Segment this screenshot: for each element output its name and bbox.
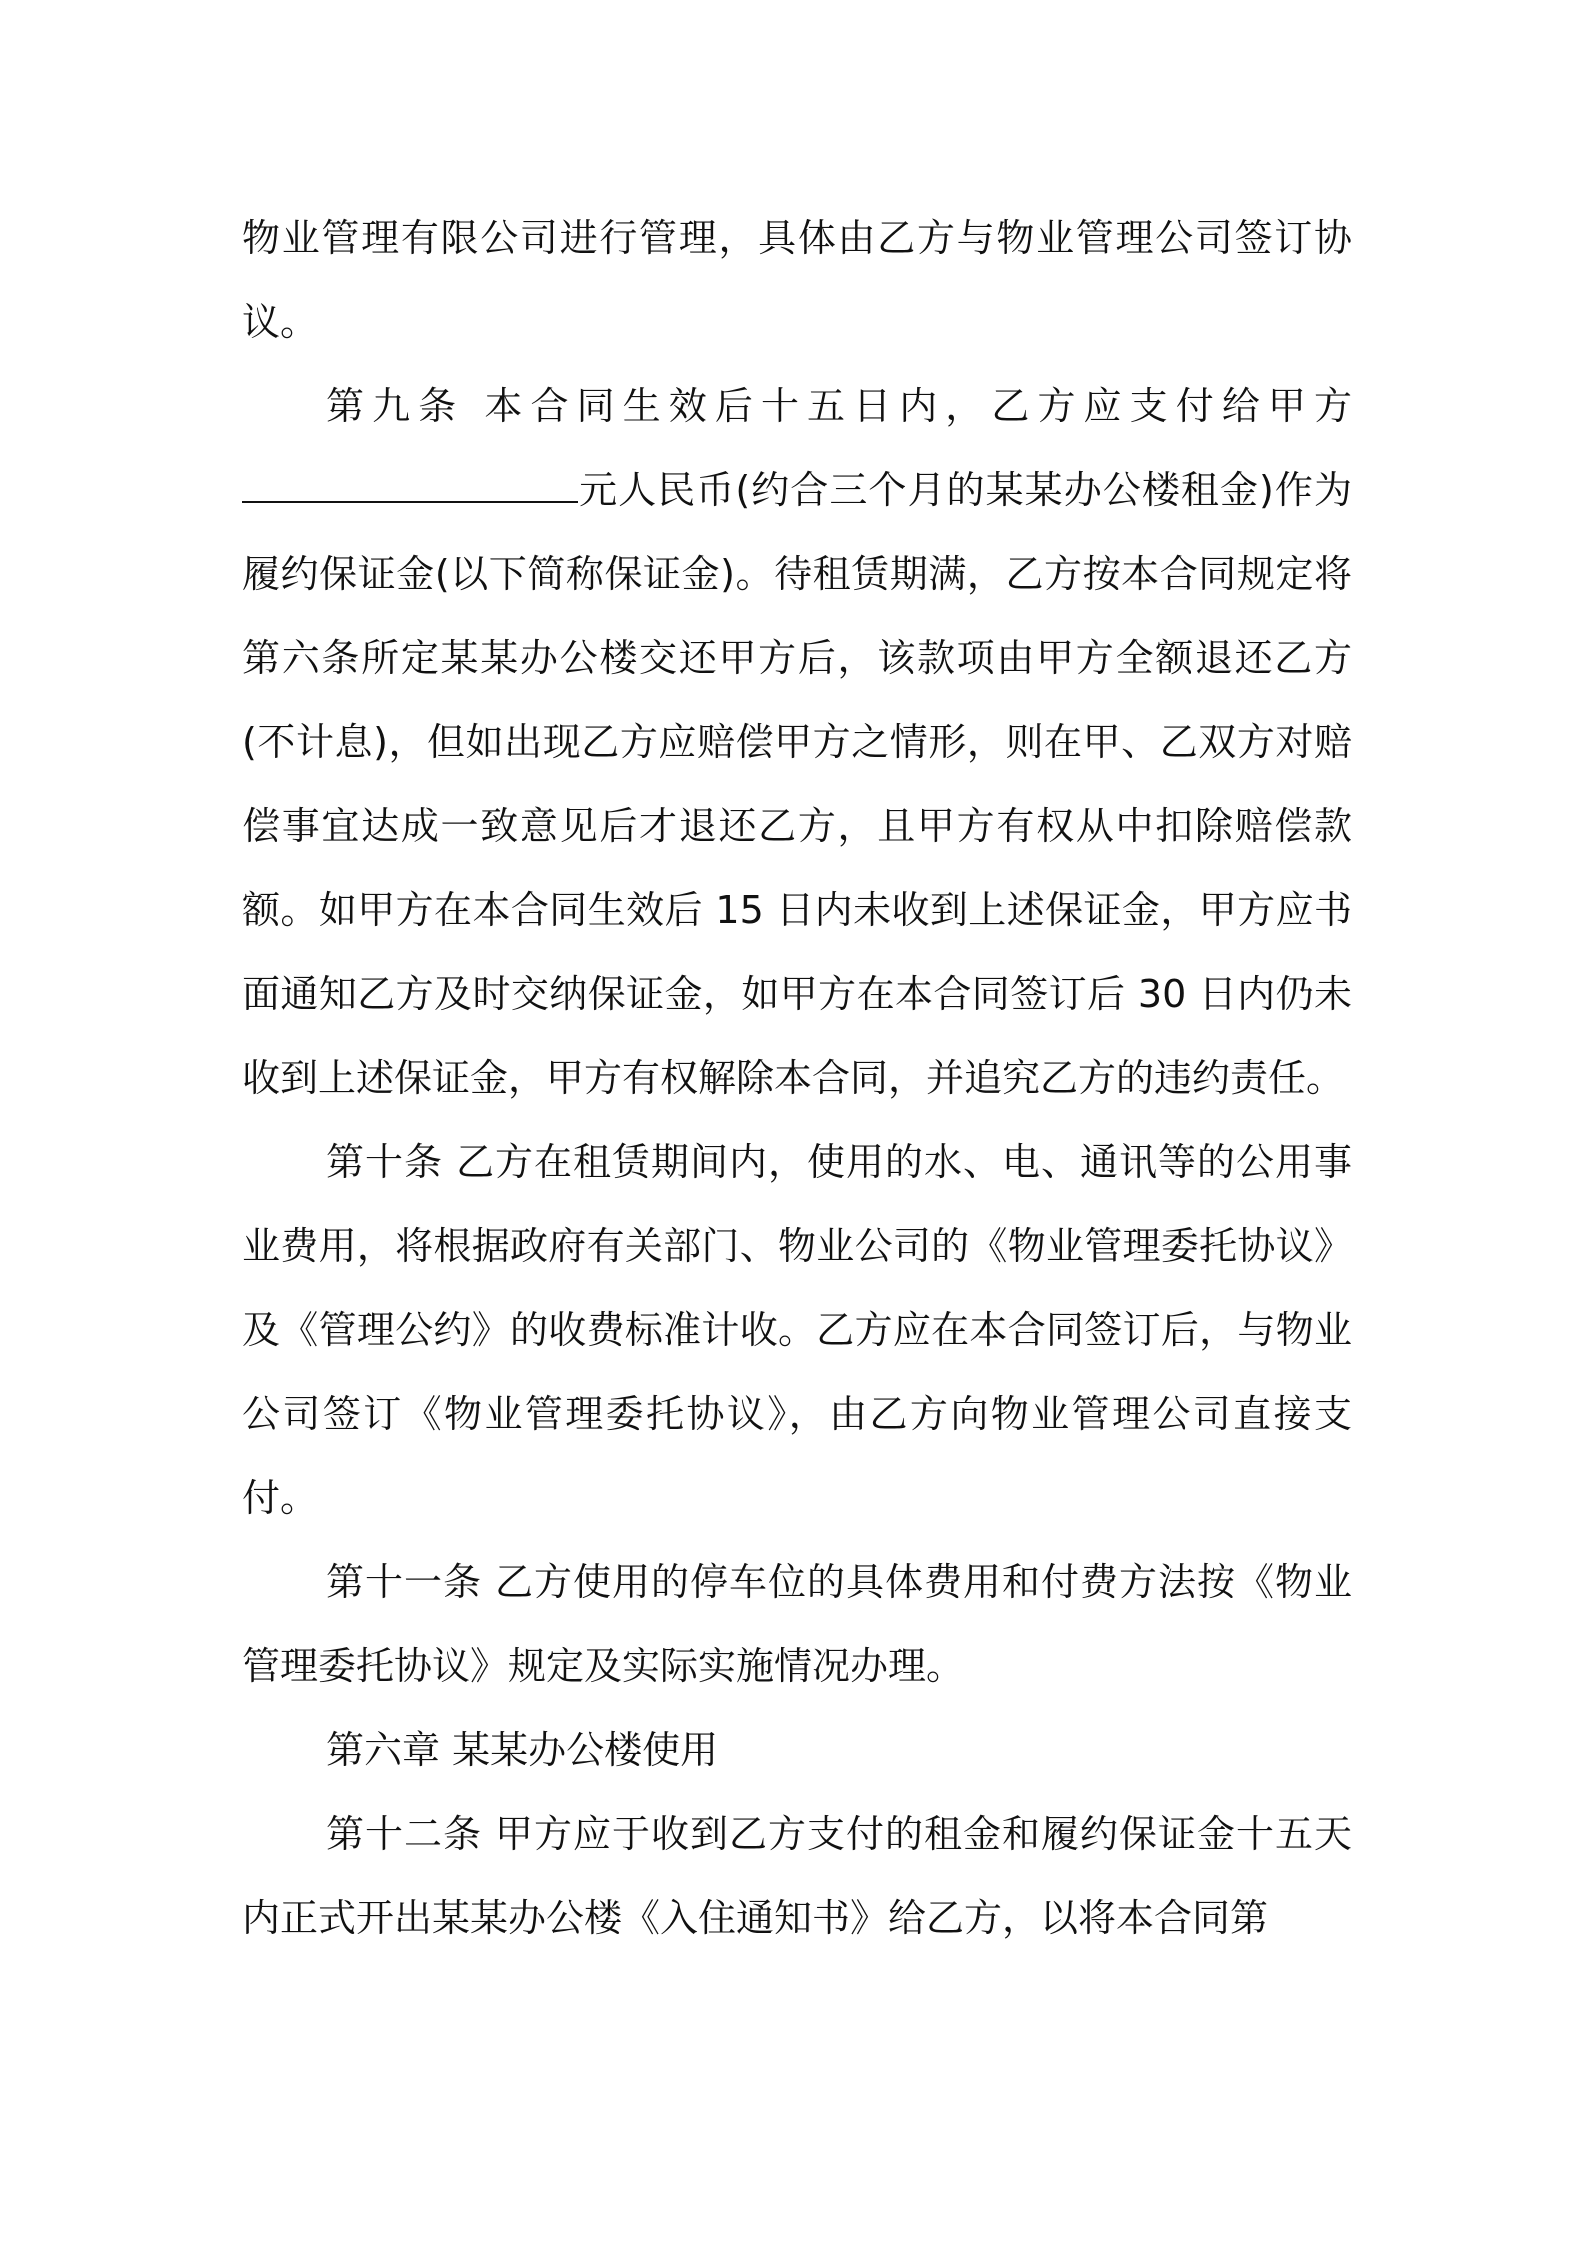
paragraph-article-11: 第十一条 乙方使用的停车位的具体费用和付费方法按《物业管理委托协议》规定及实际实施情况办理。 (242, 1560, 1352, 1688)
chapter-heading: 第六章 某某办公楼使用 (326, 1728, 719, 1772)
paragraph-article-12: 第十二条 甲方应于收到乙方支付的租金和履约保证金十五天内正式开出某某办公楼《入住通知书》给乙方，以将本合同第 (242, 1812, 1352, 1940)
paragraph-continuation: 物业管理有限公司进行管理，具体由乙方与物业管理公司签订协议。 (242, 216, 1352, 344)
document-body (242, 196, 1352, 1960)
article-9-text-rest: 元人民币(约合三个月的某某办公楼租金)作为履约保证金(以下简称保证金)。待租赁期满，乙方按本合同规定将第六条所定某某办公楼交还甲方后，该款项由甲方全额退还乙方(不计息)，但如出现乙方应赔偿甲方之情形，则在甲、乙双方对赔偿事宜达成一致意见后才退还乙方，且甲方有权从中扣除赔偿款额。如甲方在本合同生效后 15 日内未收到上述保证金，甲方应书面通知乙方及时交纳保证金，如甲方在本合同签订后 30 日内仍未收到上述保证金，甲方有权解除本合同，并追究乙方的违约责任。 (242, 468, 1352, 1100)
amount-blank-line (242, 471, 578, 503)
paragraph-article-9 (242, 364, 1352, 1120)
article-9-text-start: 第九条 本合同生效后十五日内，乙方应支付给甲方 (326, 384, 1352, 428)
paragraph-article-10: 第十条 乙方在租赁期间内，使用的水、电、通讯等的公用事业费用，将根据政府有关部门、物业公司的《物业管理委托协议》及《管理公约》的收费标准计收。乙方应在本合同签订后，与物业公司签订《物业管理委托协议》，由乙方向物业管理公司直接支付。 (242, 1140, 1352, 1520)
